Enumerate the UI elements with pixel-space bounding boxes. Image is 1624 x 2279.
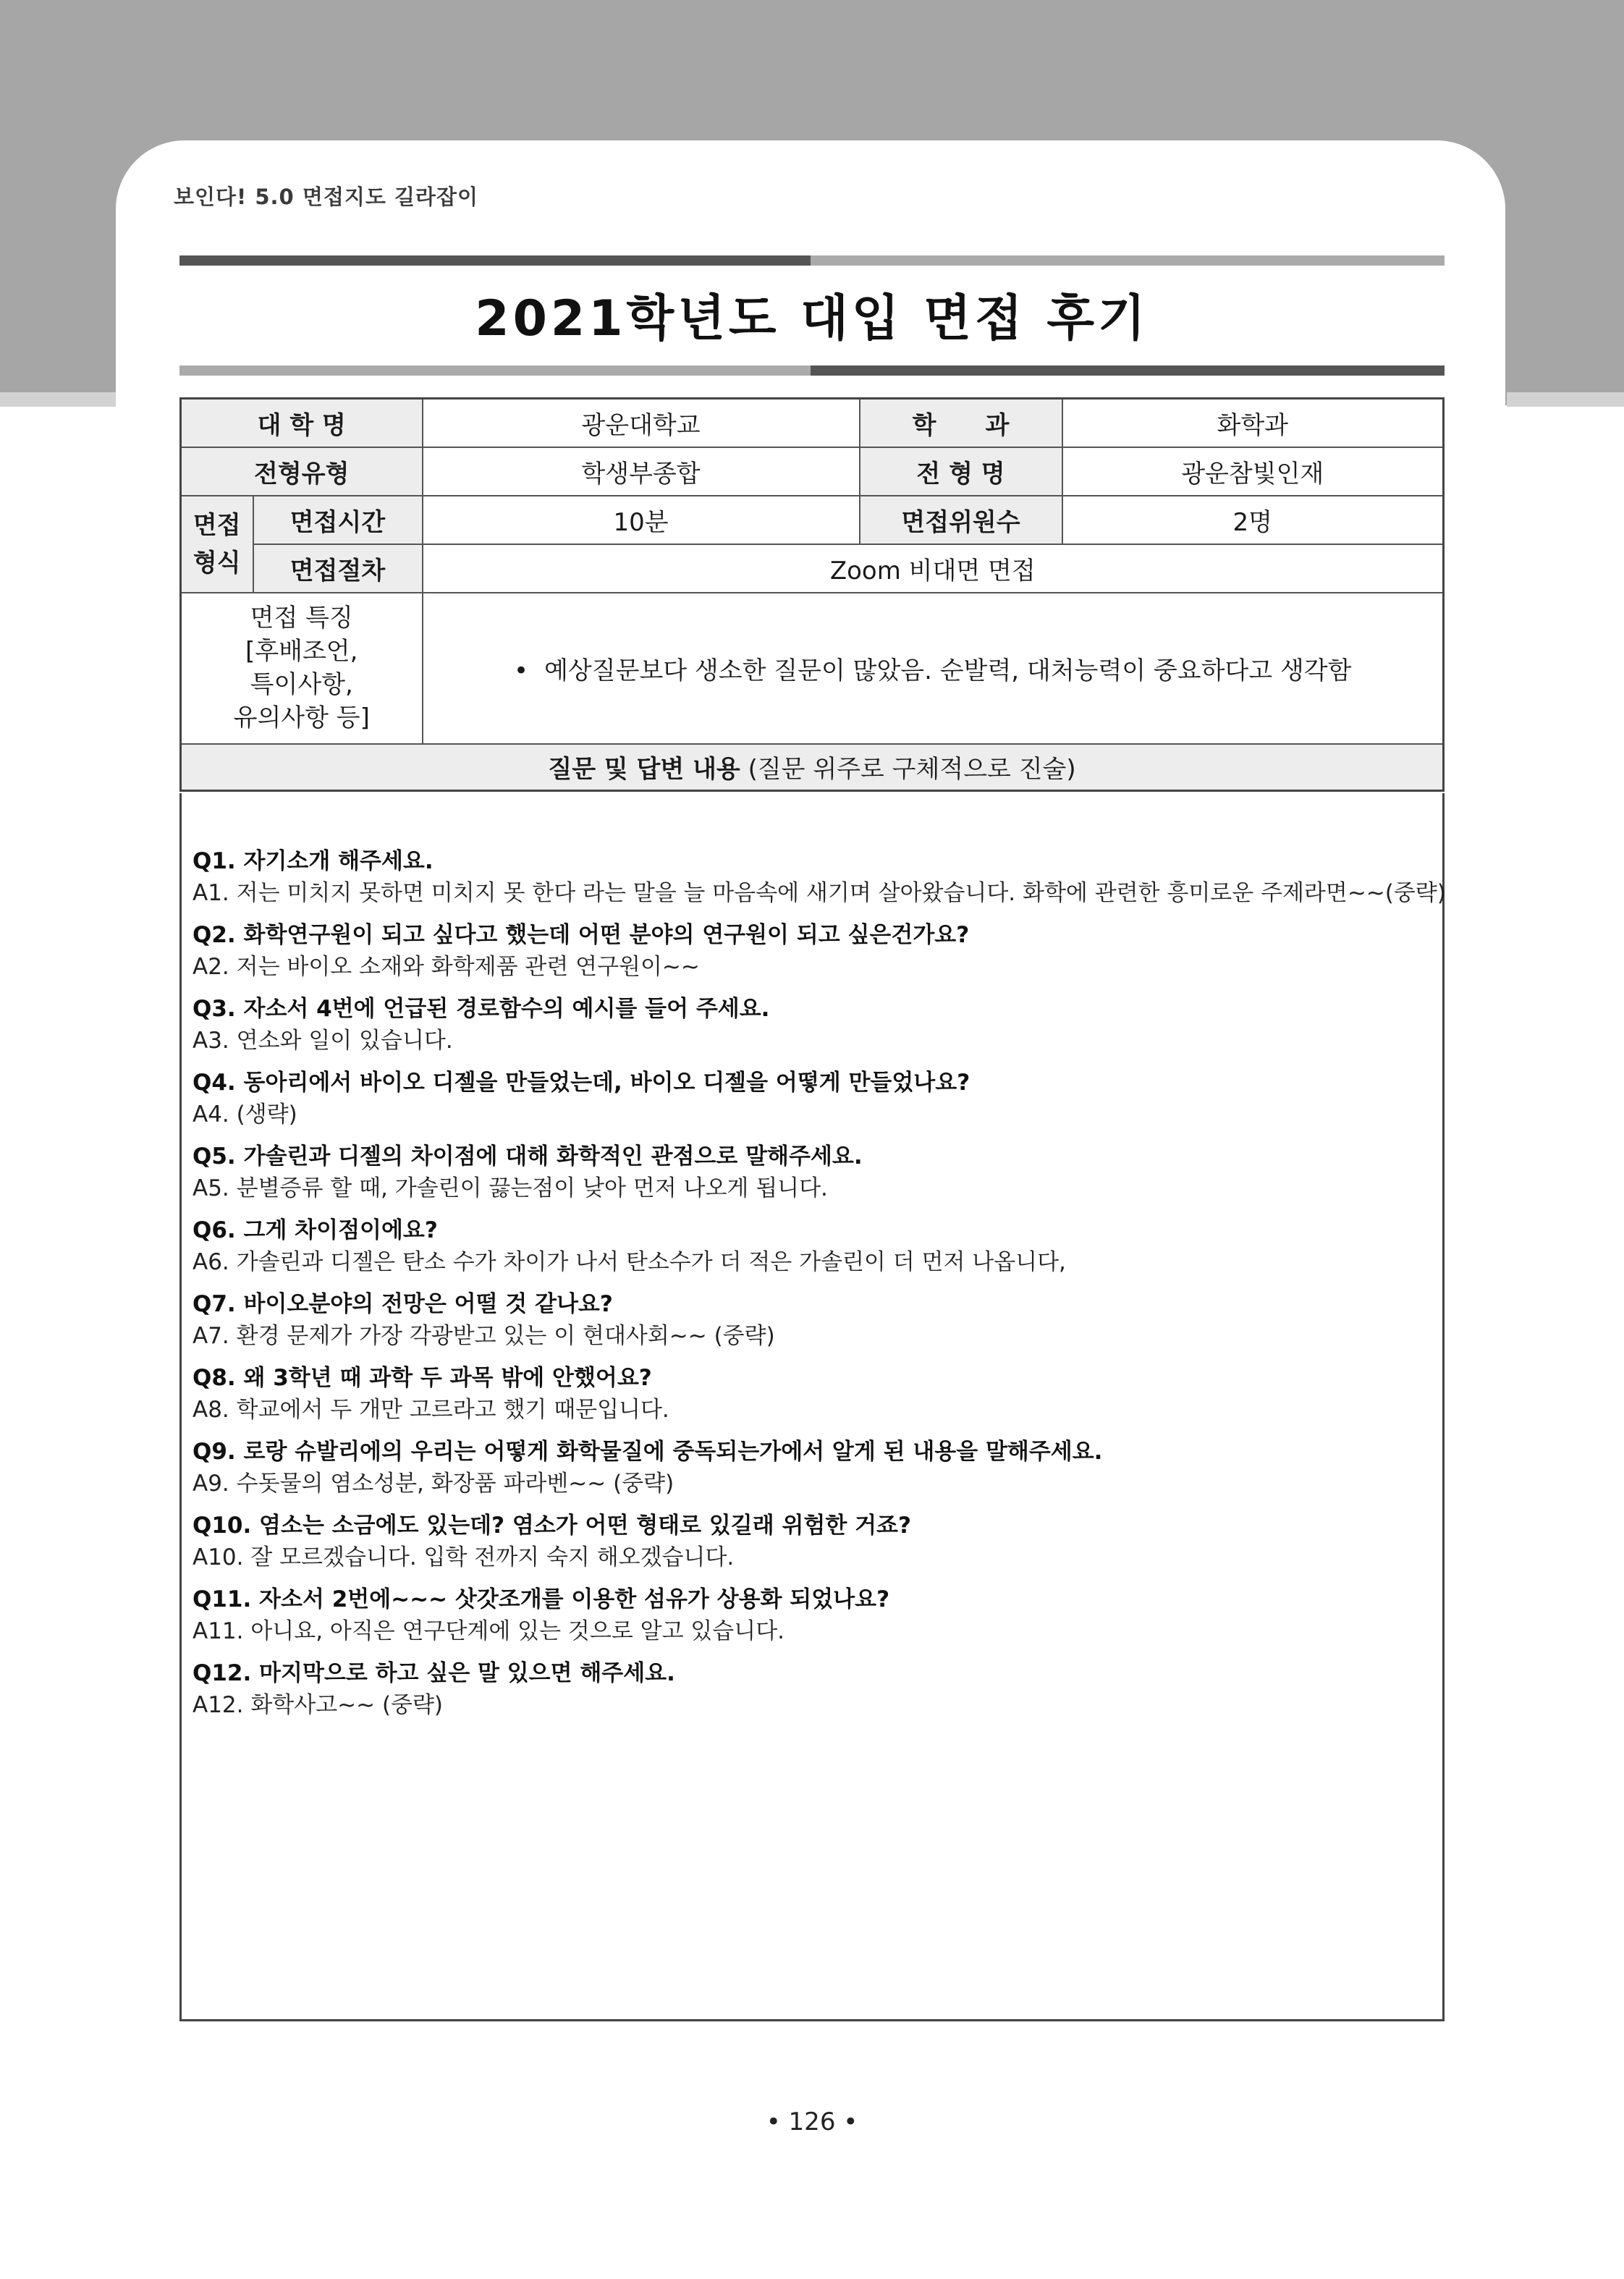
qa-item [193,993,1437,1057]
procedure-value: Zoom 비대면 면접 [423,544,1444,593]
question: Q10. 염소는 소금에도 있는데? 염소가 어떤 형태로 있길래 위험한 거죠? [193,1513,911,1539]
qa-item [193,919,1437,983]
answer: A7. 환경 문제가 가장 각광받고 있는 이 현대사회~~ (중략) [193,1323,775,1349]
qa-header-main: 질문 및 답변 내용 [548,755,740,785]
question: Q9. 로랑 슈발리에의 우리는 어떻게 화학물질에 중독되는가에서 알게 된 내용을 말해주세요. [193,1439,1103,1465]
answer: A10. 잘 모르겠습니다. 입학 전까지 숙지 해오겠습니다. [193,1544,735,1570]
question: Q6. 그게 차이점이에요? [193,1217,438,1243]
admission-type-value: 학생부종합 [423,447,860,496]
qa-header [181,744,1444,791]
interviewers-label: 면접위원수 [860,496,1062,544]
answer: A11. 아니요, 아직은 연구단계에 있는 것으로 알고 있습니다. [193,1618,785,1644]
answer: A6. 가솔린과 디젤은 탄소 수가 차이가 나서 탄소수가 더 적은 가솔린이 더 먼저 나옵니다, [193,1249,1066,1275]
answer: A9. 수돗물의 염소성분, 화장품 파라벤~~ (중략) [193,1471,674,1497]
university-label: 대 학 명 [181,399,423,447]
qa-item [193,1362,1437,1426]
qa-list [193,845,1446,1731]
interviewers-value: 2명 [1062,496,1444,544]
table-row [181,496,1444,544]
question: Q4. 동아리에서 바이오 디젤을 만들었는데, 바이오 디젤을 어떻게 만들었나요? [193,1070,970,1096]
features-label: 면접 특징 [후배조언, 특이사항, 유의사항 등] [181,593,423,744]
question: Q2. 화학연구원이 되고 싶다고 했는데 어떤 분야의 연구원이 되고 싶은건가요? [193,922,970,948]
answer: A4. (생략) [193,1102,297,1128]
right-stripe [1507,392,1624,407]
table-row [181,593,1444,744]
question: Q3. 자소서 4번에 언급된 경로함수의 예시를 들어 주세요. [193,996,770,1022]
question: Q11. 자소서 2번에~~~ 삿갓조개를 이용한 섬유가 상용화 되었나요? [193,1586,890,1612]
page-number: • 126 • [766,2107,858,2136]
answer: A1. 저는 미치지 못하면 미치지 못 한다 라는 말을 늘 마음속에 새기며 살아왔습니다. 화학에 관련한 흥미로운 주제라면~~(중략) [193,880,1446,906]
page-title: 2021학년도 대입 면접 후기 [475,290,1149,347]
department-label: 학 과 [860,399,1062,447]
question: Q8. 왜 3학년 때 과학 두 과목 밖에 안했어요? [193,1365,652,1391]
qa-item [193,1288,1437,1352]
running-header: 보인다! 5.0 면접지도 길라잡이 [174,185,479,209]
features-value [423,593,1444,744]
table-row [181,744,1444,791]
admission-name-value: 광운참빛인재 [1062,447,1444,496]
qa-item [193,1657,1437,1721]
department-value: 화학과 [1062,399,1444,447]
left-stripe [0,392,119,407]
title-rule-top [179,255,1445,266]
info-table [179,397,1445,792]
table-row [181,447,1444,496]
format-label: 면접 형식 [181,496,253,593]
admission-name-label: 전 형 명 [860,447,1062,496]
answer: A5. 분별증류 할 때, 가솔린이 끓는점이 낮아 먼저 나오게 됩니다. [193,1175,828,1201]
question: Q7. 바이오분야의 전망은 어떨 것 같나요? [193,1291,613,1317]
qa-item [193,1584,1437,1647]
admission-type-label: 전형유형 [181,447,423,496]
table-row [181,544,1444,593]
qa-item [193,1067,1437,1130]
question: Q5. 가솔린과 디젤의 차이점에 대해 화학적인 관점으로 말해주세요. [193,1143,863,1170]
time-value: 10분 [423,496,860,544]
qa-item [193,1141,1437,1204]
procedure-label: 면접절차 [253,544,423,593]
qa-header-note: (질문 위주로 구체적으로 진술) [740,755,1076,785]
qa-item [193,1436,1437,1500]
title-rule-bottom [179,365,1445,376]
answer: A2. 저는 바이오 소재와 화학제품 관련 연구원이~~ [193,954,700,980]
answer: A12. 화학사고~~ (중략) [193,1692,444,1718]
answer: A8. 학교에서 두 개만 고르라고 했기 때문입니다. [193,1397,669,1423]
qa-item [193,1214,1437,1278]
table-row [181,399,1444,447]
university-value: 광운대학교 [423,399,860,447]
qa-item [193,845,1446,909]
time-label: 면접시간 [253,496,423,544]
answer: A3. 연소와 일이 있습니다. [193,1028,453,1054]
features-text: 예상질문보다 생소한 질문이 많았음. 순발력, 대처능력이 중요하다고 생각함 [544,656,1352,685]
qa-item [193,1510,1437,1573]
bullet-icon: • [514,656,529,685]
question: Q1. 자기소개 해주세요. [193,848,434,874]
question: Q12. 마지막으로 하고 싶은 말 있으면 해주세요. [193,1660,675,1686]
